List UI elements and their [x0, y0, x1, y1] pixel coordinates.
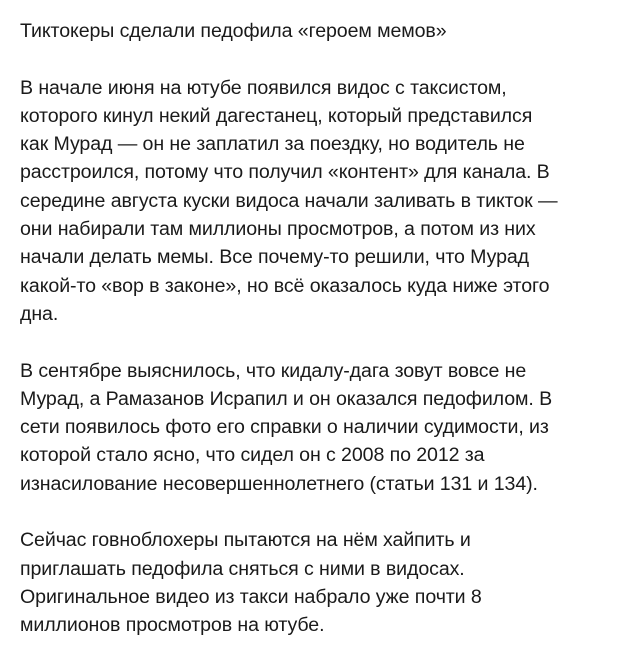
- paragraph-line: Оригинальное видео из такси набрало уже почти 8: [20, 585, 482, 608]
- paragraph-line: расстроился, потому что получил «контент» для канала. В: [20, 161, 550, 184]
- paragraph-line: В сентябре выяснилось, что кидалу-дага зовут вовсе не: [20, 359, 527, 382]
- paragraph-line: какой-то «вор в законе», но всё оказалось куда ниже этого: [20, 274, 550, 297]
- paragraph-line: приглашать педофила сняться с ними в видосах.: [20, 557, 465, 580]
- paragraph-line: они набирали там миллионы просмотров, а потом из них: [20, 218, 536, 241]
- paragraph-line: как Мурад — он не заплатил за поездку, но водитель не: [20, 133, 525, 156]
- post-title-text: Тиктокеры сделали педофила «героем мемов»: [20, 20, 447, 42]
- paragraph-line: которого кинул некий дагестанец, который представился: [20, 104, 533, 127]
- paragraph-line: дна.: [20, 302, 59, 325]
- paragraph-line: середине августа куски видоса начали заливать в тикток —: [20, 189, 558, 212]
- paragraph-3: [20, 526, 620, 639]
- post-title: [20, 17, 620, 45]
- paragraph-line: изнасилование несовершеннолетнего (статьи 131 и 134).: [20, 472, 538, 495]
- paragraph-line: которой стало ясно, что сидел он с 2008 по 2012 за: [20, 444, 485, 467]
- post-text: [20, 17, 620, 640]
- paragraph-2: [20, 357, 620, 498]
- paragraph-line: Сейчас говноблохеры пытаются на нём хайпить и: [20, 529, 471, 552]
- paragraph-line: начали делать мемы. Все почему-то решили, что Мурад: [20, 246, 529, 269]
- paragraph-line: миллионов просмотров на ютубе.: [20, 614, 325, 637]
- paragraph-line: В начале июня на ютубе появился видос с таксистом,: [20, 76, 507, 99]
- paragraph-1: [20, 74, 620, 329]
- paragraph-line: Мурад, а Рамазанов Исрапил и он оказался педофилом. В: [20, 387, 553, 410]
- paragraph-line: сети появилось фото его справки о наличии судимости, из: [20, 416, 549, 439]
